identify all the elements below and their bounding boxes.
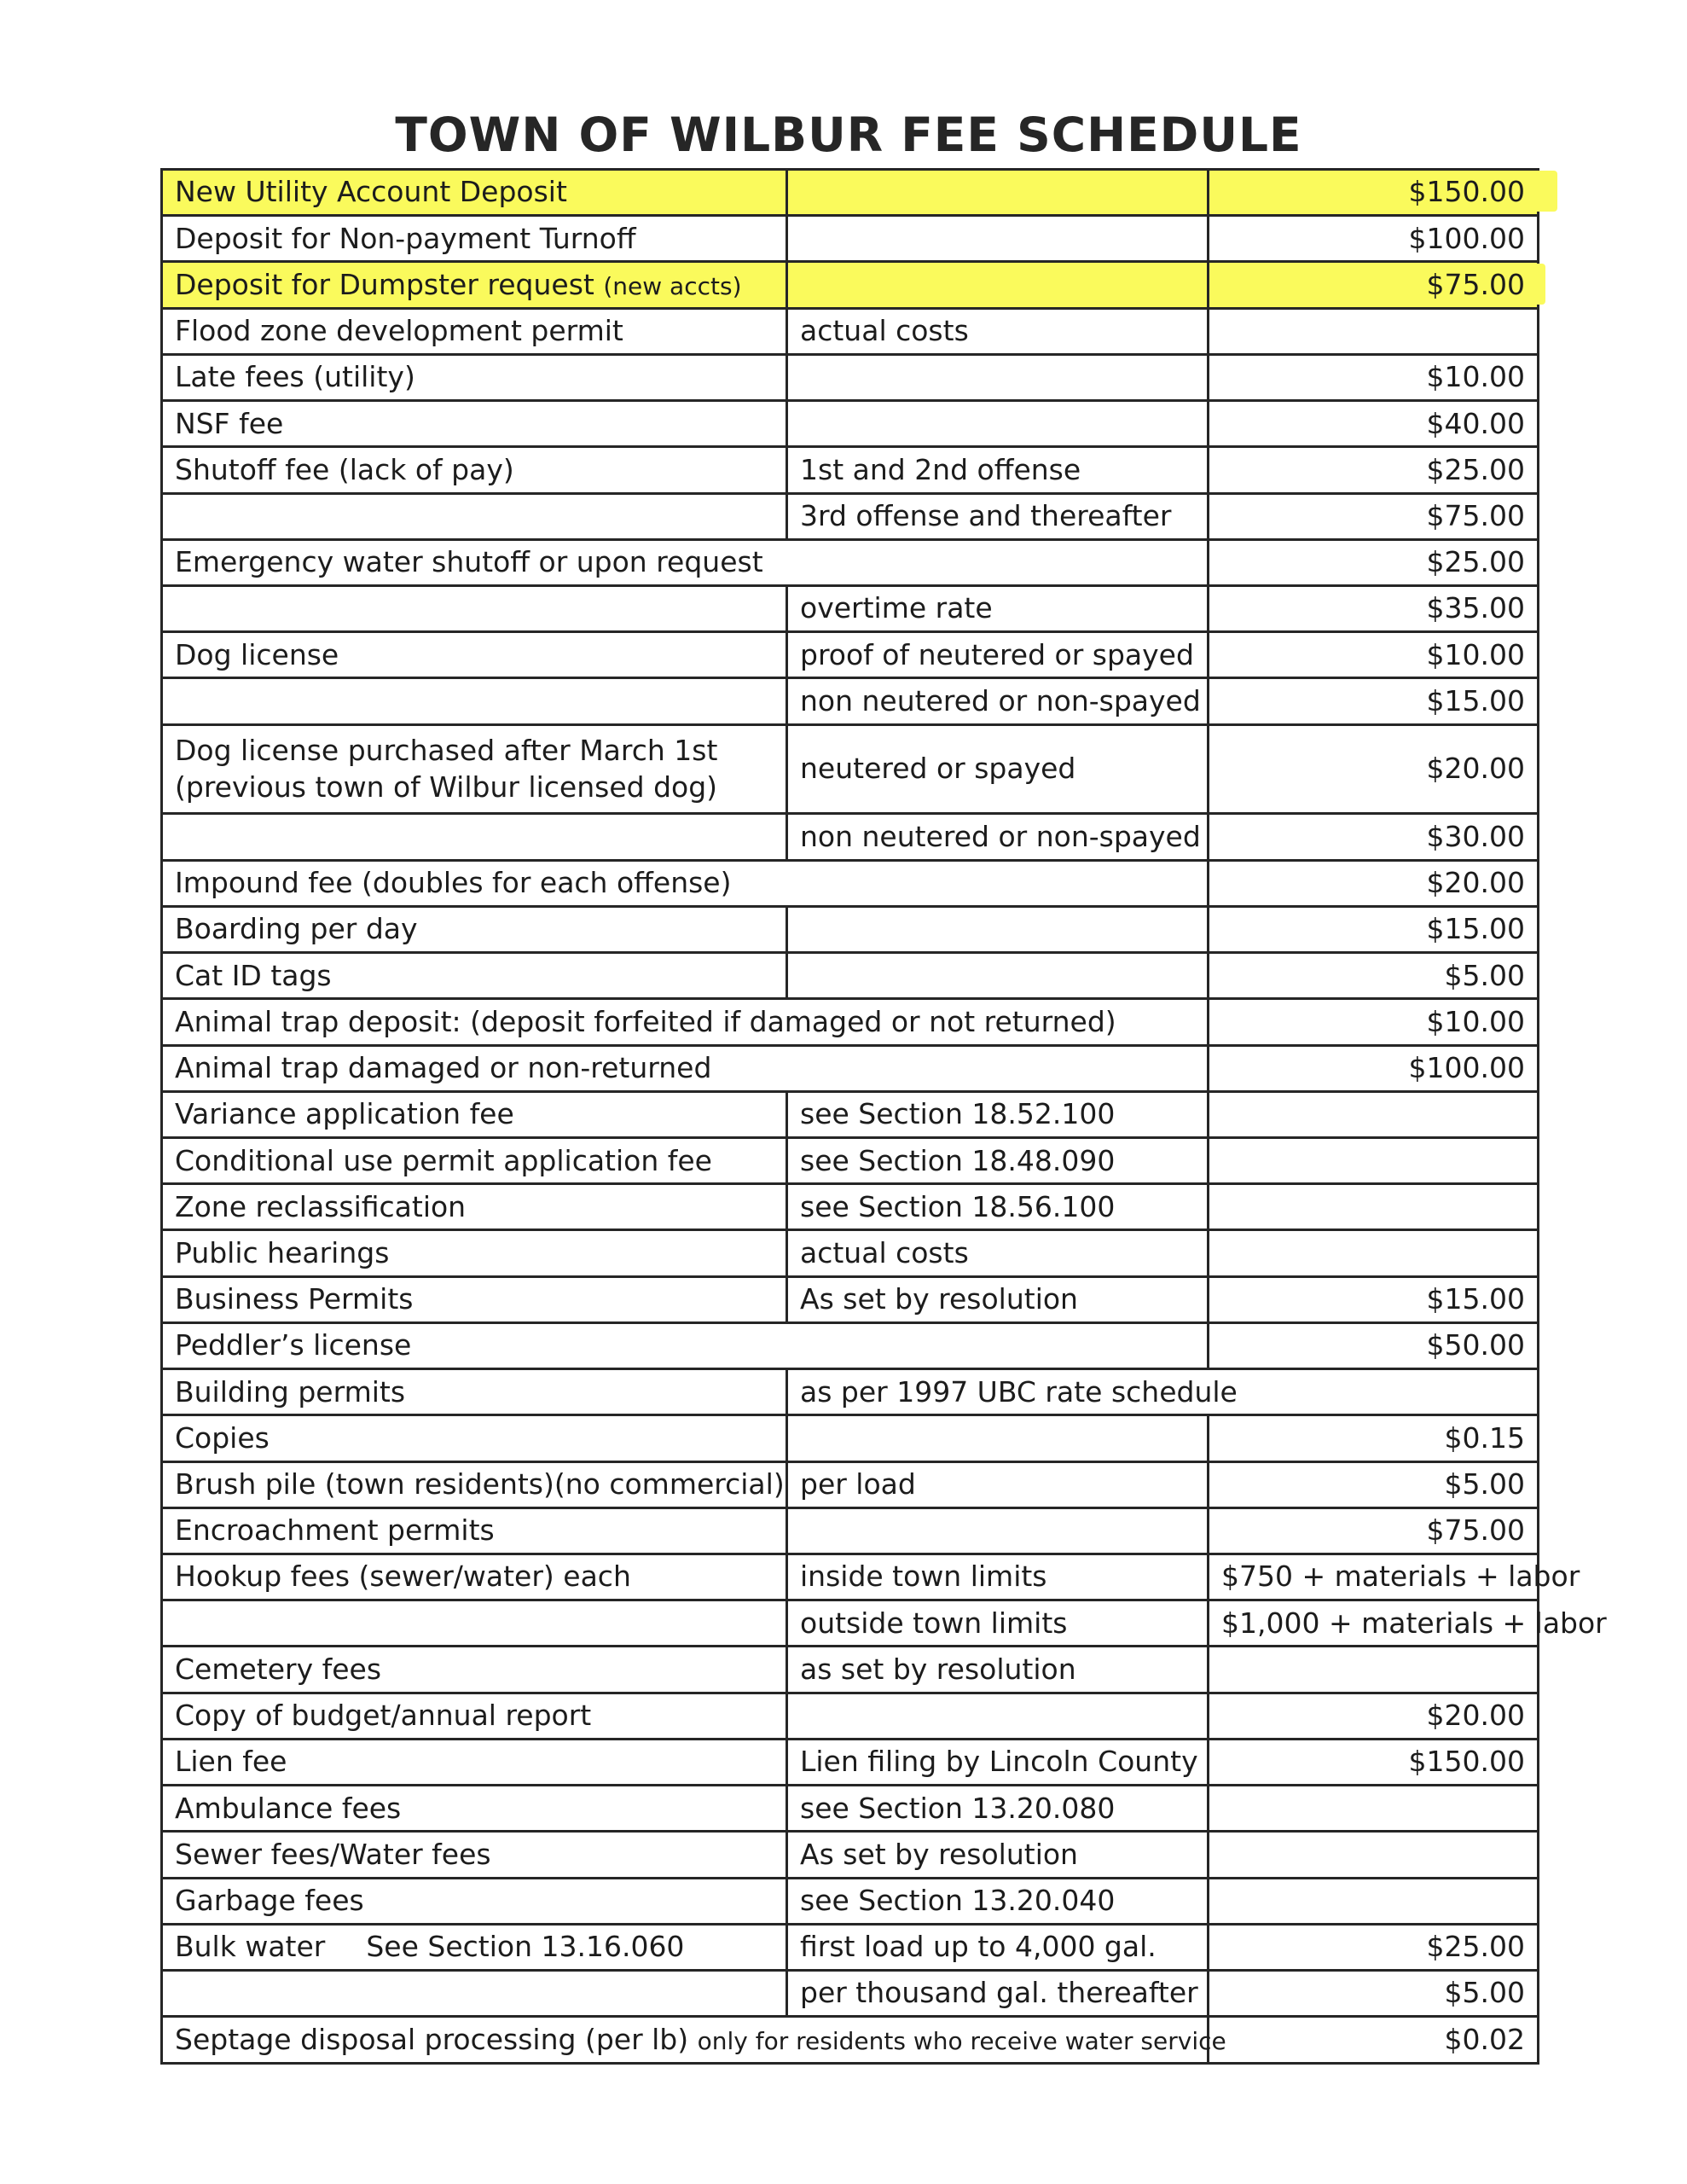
table-row	[162, 814, 1539, 860]
table-row	[162, 354, 1539, 400]
fee-detail	[787, 262, 1209, 308]
table-row	[162, 308, 1539, 354]
fee-detail: see Section 18.48.090	[787, 1138, 1209, 1184]
fee-amount: $50.00	[1209, 1322, 1539, 1368]
table-row	[162, 1230, 1539, 1276]
fee-item: Emergency water shutoff or upon request	[162, 539, 1209, 585]
fee-detail: 3rd offense and thereafter	[787, 493, 1209, 539]
fee-amount: $10.00	[1209, 354, 1539, 400]
page-title: TOWN OF WILBUR FEE SCHEDULE	[395, 107, 1302, 162]
fee-item: Late fees (utility)	[162, 354, 787, 400]
fee-amount: $15.00	[1209, 678, 1539, 724]
fee-amount: $75.00	[1209, 262, 1539, 308]
table-row	[162, 953, 1539, 999]
fee-item	[162, 2017, 1226, 2064]
table-row	[162, 1878, 1539, 1924]
fee-detail: 1st and 2nd offense	[787, 447, 1209, 493]
fee-amount: $0.02	[1209, 2017, 1539, 2064]
fee-amount	[1209, 1786, 1539, 1832]
fee-item: Business Permits	[162, 1276, 787, 1322]
fee-amount: $5.00	[1209, 1461, 1539, 1507]
fee-detail	[787, 216, 1209, 262]
fee-item: Variance application fee	[162, 1091, 787, 1137]
highlight-mark	[1533, 171, 1557, 212]
fee-detail: As set by resolution	[787, 1832, 1209, 1878]
fee-item: Garbage fees	[162, 1878, 787, 1924]
fee-amount: $75.00	[1209, 1507, 1539, 1554]
fee-item	[162, 724, 787, 814]
fee-detail: Lien filing by Lincoln County	[787, 1739, 1209, 1785]
fee-item	[162, 1600, 787, 1647]
table-row	[162, 724, 1539, 814]
fee-item	[162, 678, 787, 724]
fee-item: Building permits	[162, 1369, 787, 1415]
table-row	[162, 262, 1539, 308]
table-row	[162, 1739, 1539, 1785]
fee-item: Dog license	[162, 632, 787, 678]
fee-item: Ambulance fees	[162, 1786, 787, 1832]
table-row	[162, 1600, 1539, 1647]
table-row	[162, 585, 1539, 631]
fee-detail: per thousand gal. thereafter	[787, 1970, 1209, 2016]
fee-item-text: Deposit for Dumpster request	[175, 267, 594, 301]
fee-amount	[1209, 1647, 1539, 1693]
fee-item-note: (new accts)	[603, 271, 742, 300]
fee-item: Cat ID tags	[162, 953, 787, 999]
fee-amount: $10.00	[1209, 632, 1539, 678]
fee-item: Zone reclassification	[162, 1184, 787, 1230]
fee-detail	[787, 906, 1209, 952]
fee-amount: $20.00	[1209, 1693, 1539, 1739]
fee-item: Shutoff fee (lack of pay)	[162, 447, 787, 493]
table-row	[162, 860, 1539, 906]
fee-item: Brush pile (town residents)(no commercial)	[162, 1461, 787, 1507]
table-row	[162, 1369, 1539, 1415]
table-row	[162, 1693, 1539, 1739]
fee-amount	[1209, 1878, 1539, 1924]
table-row	[162, 1832, 1539, 1878]
fee-item	[162, 1924, 787, 1970]
fee-amount: $25.00	[1209, 539, 1539, 585]
table-row	[162, 1415, 1539, 1461]
fee-amount: $5.00	[1209, 1970, 1539, 2016]
fee-amount: $20.00	[1209, 860, 1539, 906]
fee-detail: As set by resolution	[787, 1276, 1209, 1322]
fee-amount: $100.00	[1209, 1045, 1539, 1091]
fee-item-line: (previous town of Wilbur licensed dog)	[175, 770, 718, 804]
fee-detail: overtime rate	[787, 585, 1209, 631]
table-row	[162, 1970, 1539, 2016]
table-row	[162, 678, 1539, 724]
table-row	[162, 2017, 1539, 2064]
fee-item: Public hearings	[162, 1230, 787, 1276]
fee-item	[162, 585, 787, 631]
fee-amount: $150.00	[1209, 170, 1539, 216]
fee-amount	[1209, 1138, 1539, 1184]
fee-amount	[1209, 1230, 1539, 1276]
fee-amount: $15.00	[1209, 1276, 1539, 1322]
fee-detail: proof of neutered or spayed	[787, 632, 1209, 678]
table-row	[162, 170, 1539, 216]
highlight-mark	[1533, 264, 1545, 305]
fee-item: Boarding per day	[162, 906, 787, 952]
fee-detail: outside town limits	[787, 1600, 1209, 1647]
fee-amount: $20.00	[1209, 724, 1539, 814]
fee-amount: $75.00	[1209, 493, 1539, 539]
fee-detail: non neutered or non-spayed	[787, 814, 1209, 860]
table-row	[162, 1045, 1539, 1091]
table-row	[162, 632, 1539, 678]
table-row	[162, 1138, 1539, 1184]
table-row	[162, 906, 1539, 952]
fee-item: Encroachment permits	[162, 1507, 787, 1554]
fee-amount	[1209, 1832, 1539, 1878]
fee-detail: first load up to 4,000 gal.	[787, 1924, 1209, 1970]
fee-detail: actual costs	[787, 308, 1209, 354]
fee-detail	[787, 1693, 1209, 1739]
fee-detail	[787, 401, 1209, 447]
fee-detail: as set by resolution	[787, 1647, 1209, 1693]
fee-item: Peddler’s license	[162, 1322, 1209, 1368]
fee-amount: $25.00	[1209, 1924, 1539, 1970]
fee-item-reference: See Section 13.16.060	[366, 1930, 685, 1964]
fee-item-line: Dog license purchased after March 1st	[175, 734, 718, 768]
fee-item-note: only for residents who receive water service	[697, 2026, 1226, 2055]
table-row	[162, 1091, 1539, 1137]
fee-item	[162, 814, 787, 860]
fee-item: Deposit for Non-payment Turnoff	[162, 216, 787, 262]
table-row	[162, 999, 1539, 1045]
fee-detail: neutered or spayed	[787, 724, 1209, 814]
fee-item-text: Bulk water	[175, 1930, 326, 1964]
fee-detail	[787, 953, 1209, 999]
fee-detail	[787, 1507, 1209, 1554]
table-row	[162, 1786, 1539, 1832]
fee-item: Hookup fees (sewer/water) each	[162, 1554, 787, 1600]
fee-item: Sewer fees/Water fees	[162, 1832, 787, 1878]
fee-detail: actual costs	[787, 1230, 1209, 1276]
table-row	[162, 1507, 1539, 1554]
fee-amount: $40.00	[1209, 401, 1539, 447]
fee-item: Flood zone development permit	[162, 308, 787, 354]
fee-amount: $25.00	[1209, 447, 1539, 493]
fee-amount: $150.00	[1209, 1739, 1539, 1785]
fee-amount: $15.00	[1209, 906, 1539, 952]
table-row	[162, 1322, 1539, 1368]
fee-item: Animal trap damaged or non-returned	[162, 1045, 1209, 1091]
fee-amount: $10.00	[1209, 999, 1539, 1045]
fee-detail	[787, 354, 1209, 400]
fee-detail: see Section 13.20.080	[787, 1786, 1209, 1832]
table-row	[162, 401, 1539, 447]
fee-detail: see Section 13.20.040	[787, 1878, 1209, 1924]
fee-item	[162, 262, 787, 308]
table-row	[162, 1276, 1539, 1322]
fee-amount: $0.15	[1209, 1415, 1539, 1461]
fee-item: Conditional use permit application fee	[162, 1138, 787, 1184]
table-row	[162, 1647, 1539, 1693]
fee-detail: non neutered or non-spayed	[787, 678, 1209, 724]
fee-amount	[1209, 1184, 1539, 1230]
table-row	[162, 1554, 1539, 1600]
fee-item	[162, 1970, 787, 2016]
fee-amount	[1209, 1091, 1539, 1137]
fee-item: New Utility Account Deposit	[162, 170, 787, 216]
fee-detail: per load	[787, 1461, 1209, 1507]
fee-amount: $750 + materials + labor	[1209, 1554, 1539, 1600]
table-row	[162, 1184, 1539, 1230]
fee-detail: see Section 18.52.100	[787, 1091, 1209, 1137]
fee-detail	[787, 170, 1209, 216]
fee-amount: $35.00	[1209, 585, 1539, 631]
fee-item: Impound fee (doubles for each offense)	[162, 860, 1209, 906]
fee-item-text: Septage disposal processing (per lb)	[175, 2022, 689, 2056]
table-row	[162, 1924, 1539, 1970]
table-row	[162, 447, 1539, 493]
fee-detail: see Section 18.56.100	[787, 1184, 1209, 1230]
fee-detail	[787, 1415, 1209, 1461]
table-row	[162, 493, 1539, 539]
fee-item: Animal trap deposit: (deposit forfeited if damaged or not returned)	[162, 999, 1209, 1045]
table-row	[162, 216, 1539, 262]
table-row	[162, 1461, 1539, 1507]
fee-item: Lien fee	[162, 1739, 787, 1785]
fee-detail: as per 1997 UBC rate schedule	[787, 1369, 1539, 1415]
fee-item: Cemetery fees	[162, 1647, 787, 1693]
fee-amount: $5.00	[1209, 953, 1539, 999]
fee-schedule-table	[160, 168, 1607, 2065]
table-row	[162, 539, 1539, 585]
fee-amount: $30.00	[1209, 814, 1539, 860]
fee-amount: $1,000 + materials + labor	[1209, 1600, 1539, 1647]
fee-item	[162, 493, 787, 539]
fee-item: Copy of budget/annual report	[162, 1693, 787, 1739]
fee-detail: inside town limits	[787, 1554, 1209, 1600]
fee-amount	[1209, 308, 1539, 354]
fee-amount: $100.00	[1209, 216, 1539, 262]
fee-item: NSF fee	[162, 401, 787, 447]
fee-item: Copies	[162, 1415, 787, 1461]
